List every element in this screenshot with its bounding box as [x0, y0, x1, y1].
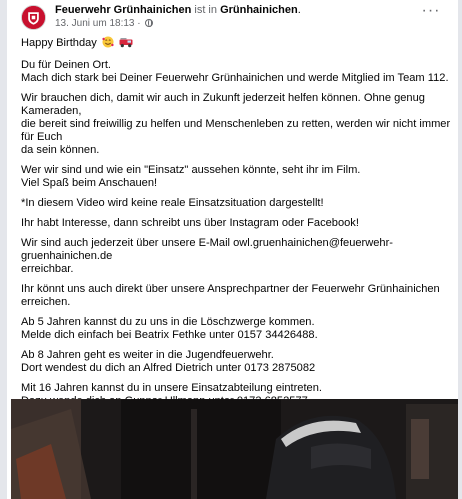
- fire-engine-icon: [119, 36, 133, 52]
- post-line: Ihr könnt uns auch direkt über unsere Ansprechpartner der Feuerwehr Grünhainichen erreichen.: [21, 283, 440, 308]
- video-thumbnail: [11, 399, 458, 499]
- post-header: [21, 4, 448, 30]
- location-link[interactable]: Grünhainichen: [220, 4, 298, 16]
- post-line: Du für Deinen Ort.: [21, 59, 112, 71]
- post-line: Wir sind auch jederzeit über unsere E-Mail owl.gruenhainichen@feuerwehr-gruenhainichen.de: [21, 237, 393, 262]
- post-line: *In diesem Video wird keine reale Einsatzsituation dargestellt!: [21, 197, 324, 209]
- location-prefix: ist in: [194, 4, 217, 16]
- post-line: Wir brauchen dich, damit wir auch in Zukunft jederzeit helfen können. Ohne genug Kameraden,: [21, 92, 425, 117]
- author-name-link[interactable]: Feuerwehr Grünhainichen: [55, 4, 192, 16]
- post-line: Happy Birthday: [21, 37, 97, 49]
- post-line: Ab 5 Jahren kannst du zu uns in die Löschzwerge kommen.: [21, 316, 315, 328]
- fire-department-logo-icon: [22, 6, 45, 29]
- post-paragraph: [21, 217, 453, 230]
- post-line: die bereit sind freiwillig zu helfen und Menschenleben zu retten, werden wir nicht immer für Euch: [21, 118, 451, 143]
- post-paragraph: [21, 92, 453, 157]
- post-author-line: [55, 4, 301, 17]
- post-line: Mit 16 Jahren kannst du in unsere Einsatzabteilung eintreten.: [21, 382, 322, 394]
- feed-background-right: [458, 0, 462, 499]
- post-line: Viel Spaß beim Anschauen!: [21, 177, 158, 189]
- post-line: Ihr habt Interesse, dann schreibt uns über Instagram oder Facebook!: [21, 217, 359, 229]
- post-paragraph: [21, 316, 453, 342]
- post-paragraph: [21, 36, 453, 52]
- feed-background-left: [0, 0, 7, 499]
- post-line: Dort wendest du dich an Alfred Dietrich unter 0173 2875082: [21, 362, 316, 374]
- page-avatar[interactable]: [21, 5, 46, 30]
- post-line: Ab 8 Jahren geht es weiter in die Jugendfeuerwehr.: [21, 349, 274, 361]
- post-paragraph: [21, 283, 453, 309]
- public-globe-icon: [145, 19, 153, 27]
- post-line: da sein können.: [21, 144, 100, 156]
- post-line: Melde dich einfach bei Beatrix Fethke unter 0157 34426488.: [21, 329, 318, 341]
- post-paragraph: [21, 349, 453, 375]
- post-paragraph: [21, 164, 453, 190]
- post-line: Mach dich stark bei Deiner Feuerwehr Grünhainichen und werde Mitglied im Team 112.: [21, 72, 449, 84]
- post-card: [7, 0, 458, 499]
- post-timestamp[interactable]: 13. Juni um 18:13 ·: [55, 18, 141, 29]
- location-suffix: .: [297, 4, 301, 16]
- post-line: erreichbar.: [21, 263, 74, 275]
- post-meta: [55, 18, 153, 30]
- video-player[interactable]: [11, 399, 458, 499]
- post-paragraph: [21, 237, 453, 276]
- post-paragraph: [21, 59, 453, 85]
- post-paragraph: [21, 197, 453, 210]
- more-options-button[interactable]: ···: [421, 2, 441, 19]
- smiling-face-with-hearts-icon: [102, 36, 114, 52]
- post-line: Wer wir sind und wie ein "Einsatz" aussehen könnte, seht ihr im Film.: [21, 164, 361, 176]
